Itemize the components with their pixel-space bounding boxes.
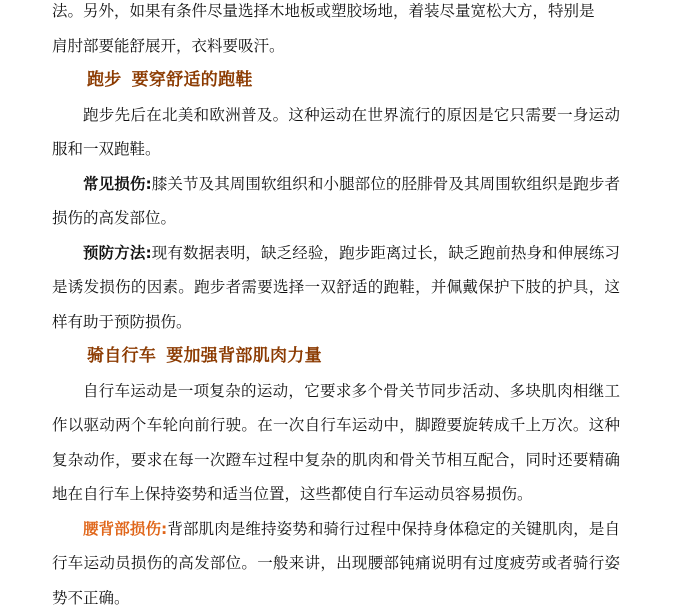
running-prevention-paragraph — [52, 236, 620, 340]
running-injury-label: 常见损伤: — [83, 174, 152, 193]
cycling-injury-label: 腰背部损伤: — [83, 519, 168, 538]
running-body-paragraph: 跑步先后在北美和欧洲普及。这种运动在世界流行的原因是它只需要一身运动服和一双跑鞋。 — [52, 105, 620, 158]
cycling-injury-text: 背部肌肉是维持姿势和骑行过程中保持身体稳定的关键肌肉，是自行车运动员损伤的高发部位。一般来讲，出现腰部钝痛说明有过度疲劳或者骑行姿势不正确。 — [52, 519, 620, 607]
cycling-heading-tip: 要加强背部肌肉力量 — [166, 346, 322, 366]
running-prevention-label: 预防方法: — [83, 243, 152, 262]
running-injury-text: 膝关节及其周围软组织和小腿部位的胫腓骨及其周围软组织是跑步者损伤的高发部位。 — [52, 174, 620, 227]
cycling-heading — [52, 339, 620, 374]
intro-line-2: 肩肘部要能舒展开，衣料要吸汗。 — [52, 36, 285, 55]
running-heading-sport: 跑步 — [87, 70, 122, 90]
cycling-injury-paragraph — [52, 512, 620, 615]
intro-paragraph — [52, 0, 620, 63]
running-heading-tip: 要穿舒适的跑鞋 — [131, 70, 253, 90]
running-prevention-text: 现有数据表明，缺乏经验，跑步距离过长，缺乏跑前热身和伸展练习是诱发损伤的因素。跑步者需要选择一双舒适的跑鞋，并佩戴保护下肢的护具，这样有助于预防损伤。 — [52, 243, 620, 331]
running-injury-paragraph — [52, 167, 620, 236]
running-heading — [52, 63, 620, 98]
cycling-heading-sport: 骑自行车 — [87, 346, 157, 366]
cycling-body-paragraph: 自行车运动是一项复杂的运动，它要求多个骨关节同步活动、多块肌肉相继工作以驱动两个车轮向前行驶。在一次自行车运动中，脚蹬要旋转成千上万次。这种复杂动作，要求在每一次蹬车过程中复杂的肌肉和骨关节相互配合，同时还要精确地在自行车上保持姿势和适当位置，这些都使自行车运动员容易损伤。 — [52, 381, 620, 503]
intro-line-1: 法。另外，如果有条件尽量选择木地板或塑胶场地，着装尽量宽松大方，特别是 — [52, 2, 595, 20]
